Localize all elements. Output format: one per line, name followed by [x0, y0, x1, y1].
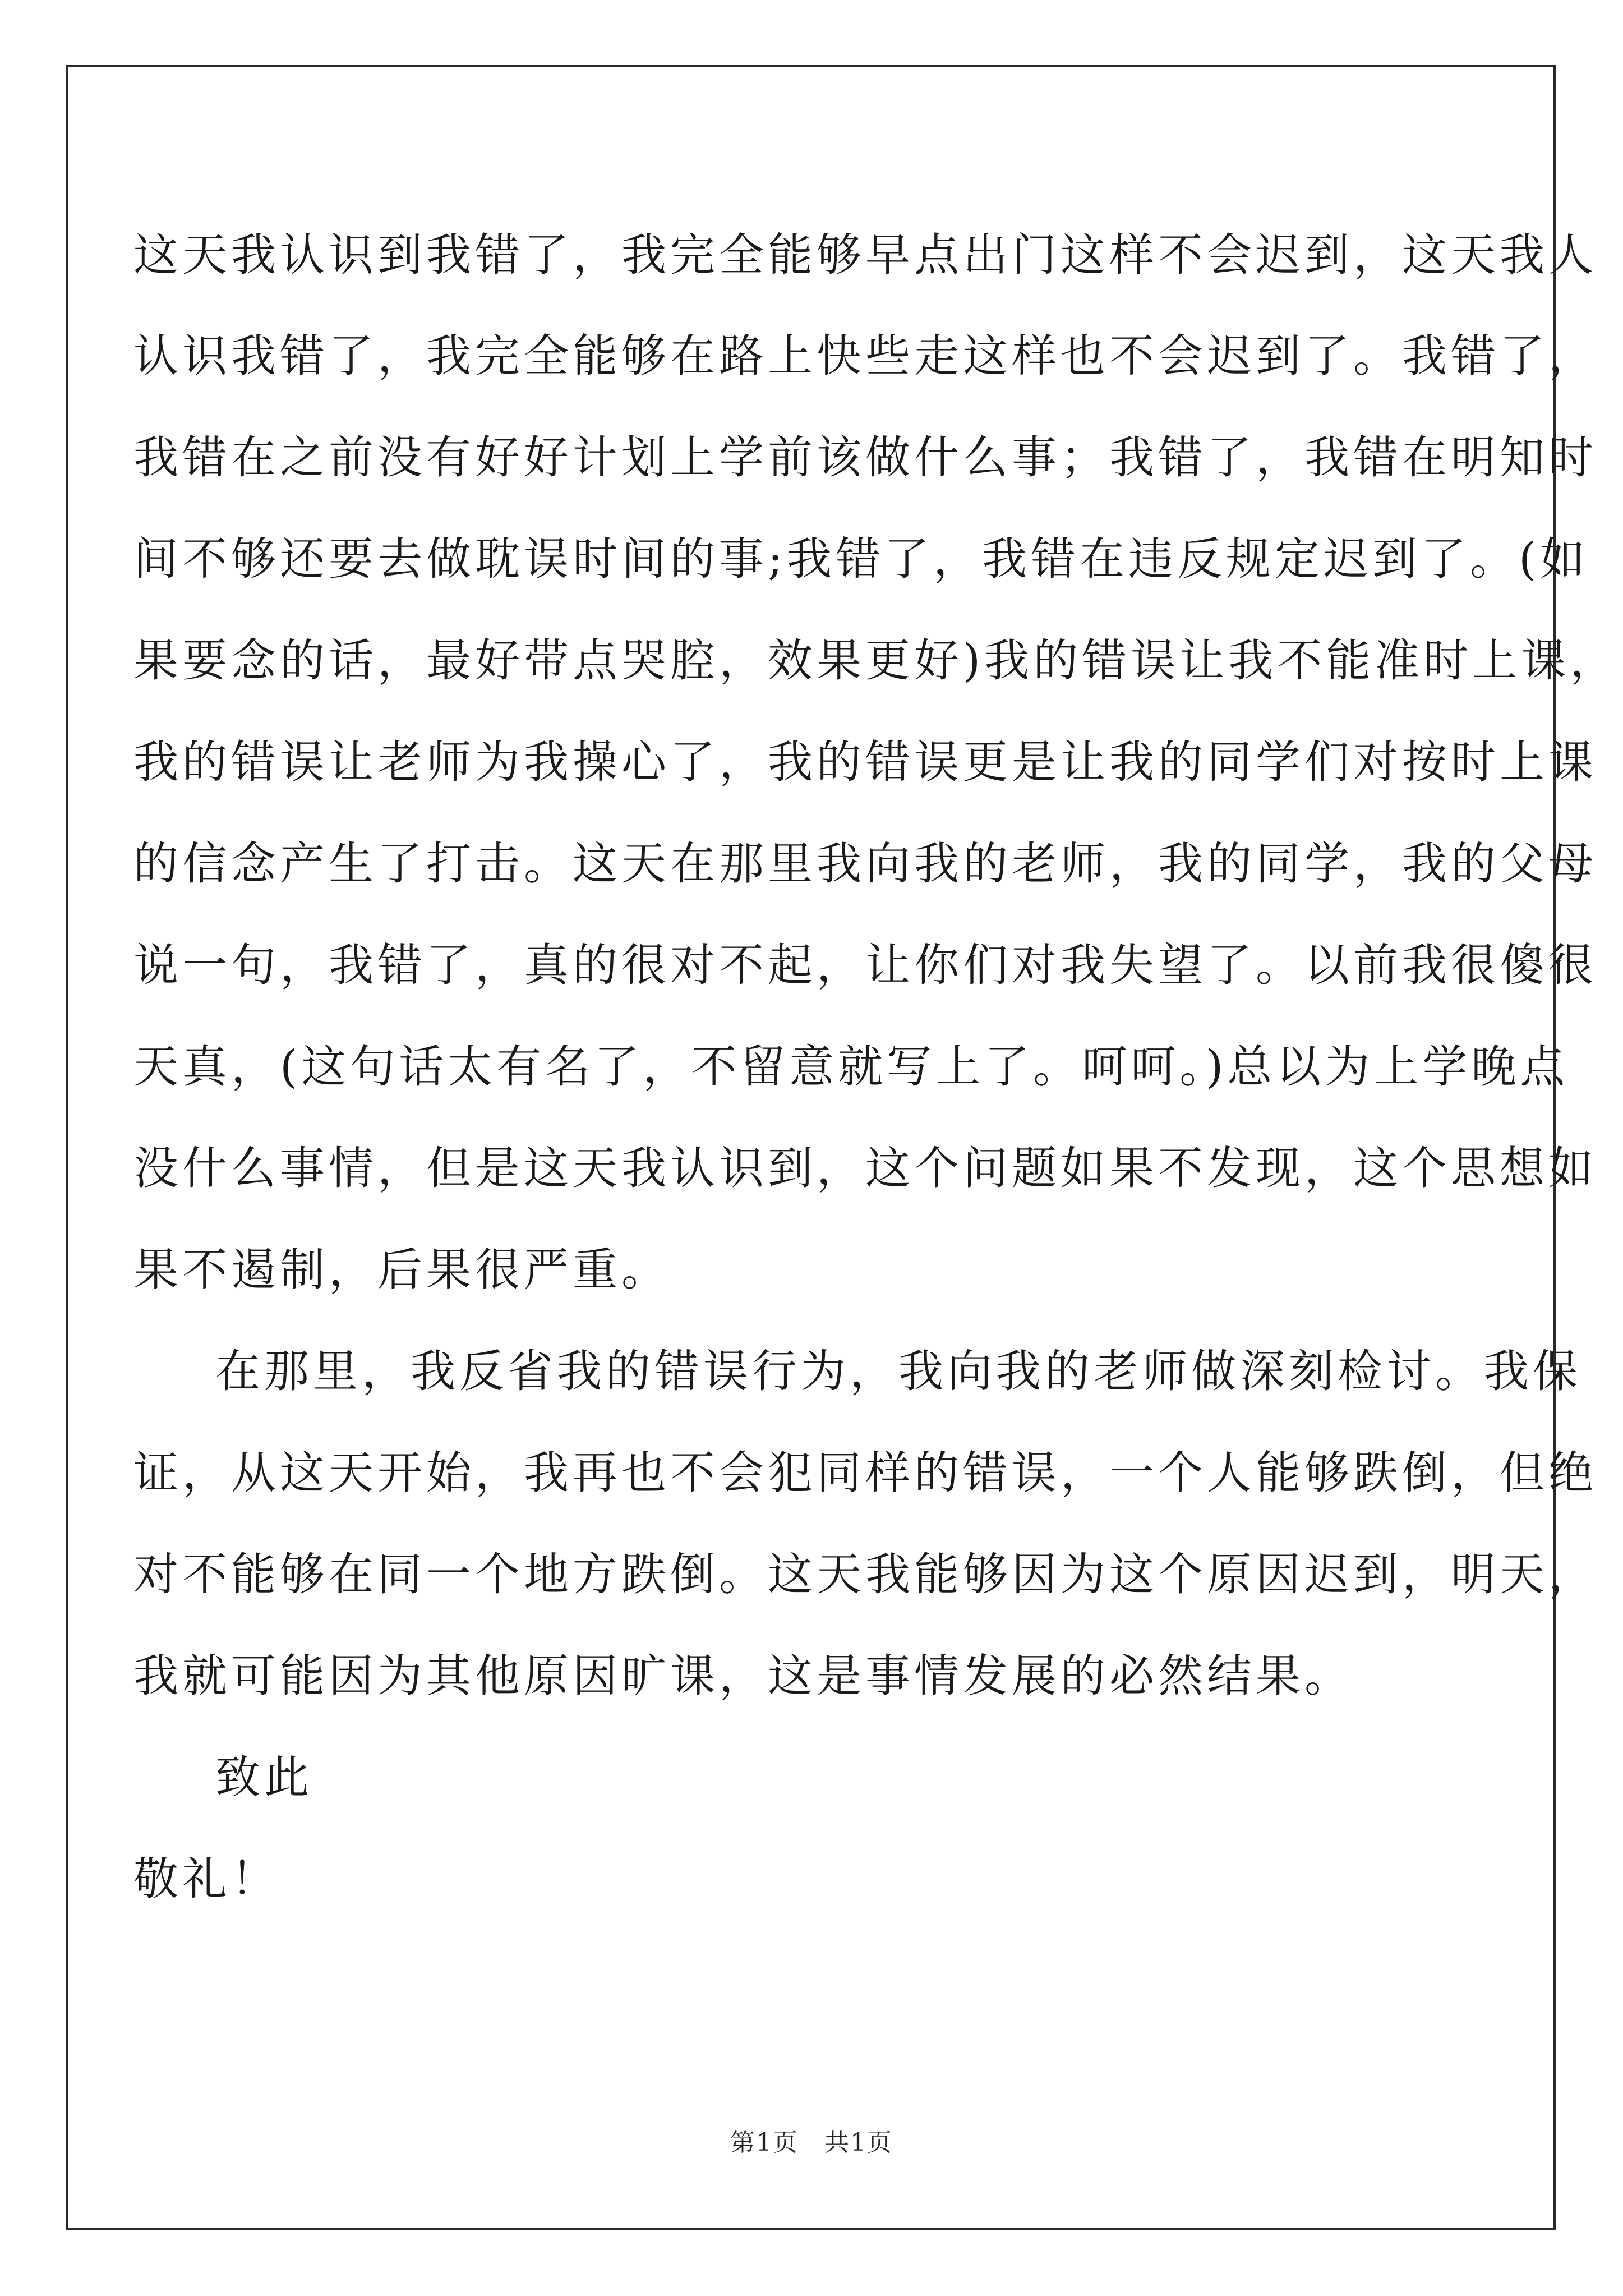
text-line: 我的错误让老师为我操心了，我的错误更是让我的同学们对按时上课	[133, 736, 1597, 788]
text-line: 说一句，我错了，真的很对不起，让你们对我失望了。以前我很傻很	[133, 939, 1597, 991]
text-line: 果不遏制，后果很严重。	[133, 1244, 670, 1296]
text-line: 天真，(这句话太有名了，不留意就写上了。呵呵。)总以为上学晚点	[133, 1041, 1569, 1093]
text-line: 证，从这天开始，我再也不会犯同样的错误，一个人能够跌倒，但绝	[133, 1447, 1597, 1499]
closing-phrase: 致此	[215, 1751, 313, 1803]
text-line: 间不够还要去做耽误时间的事;我错了，我错在违反规定迟到了。(如	[133, 533, 1589, 585]
text-line: 认识我错了，我完全能够在路上快些走这样也不会迟到了。我错了，	[133, 330, 1597, 382]
paragraph-start-line: 在那里，我反省我的错误行为，我向我的老师做深刻检讨。我保	[215, 1345, 1581, 1397]
text-line: 这天我认识到我错了，我完全能够早点出门这样不会迟到，这天我人	[133, 229, 1597, 281]
salutation: 敬礼！	[133, 1853, 280, 1905]
text-line: 的信念产生了打击。这天在那里我向我的老师，我的同学，我的父母	[133, 838, 1597, 890]
text-line: 没什么事情，但是这天我认识到，这个问题如果不发现，这个思想如	[133, 1142, 1597, 1194]
page-number-footer: 第1页 共1页	[730, 2128, 893, 2157]
text-line: 果要念的话，最好带点哭腔，效果更好)我的错误让我不能准时上课，	[133, 634, 1619, 687]
text-line: 对不能够在同一个地方跌倒。这天我能够因为这个原因迟到，明天，	[133, 1548, 1597, 1600]
text-line: 我错在之前没有好好计划上学前该做什么事；我错了，我错在明知时	[133, 431, 1597, 484]
text-line: 我就可能因为其他原因旷课，这是事情发展的必然结果。	[133, 1650, 1353, 1702]
